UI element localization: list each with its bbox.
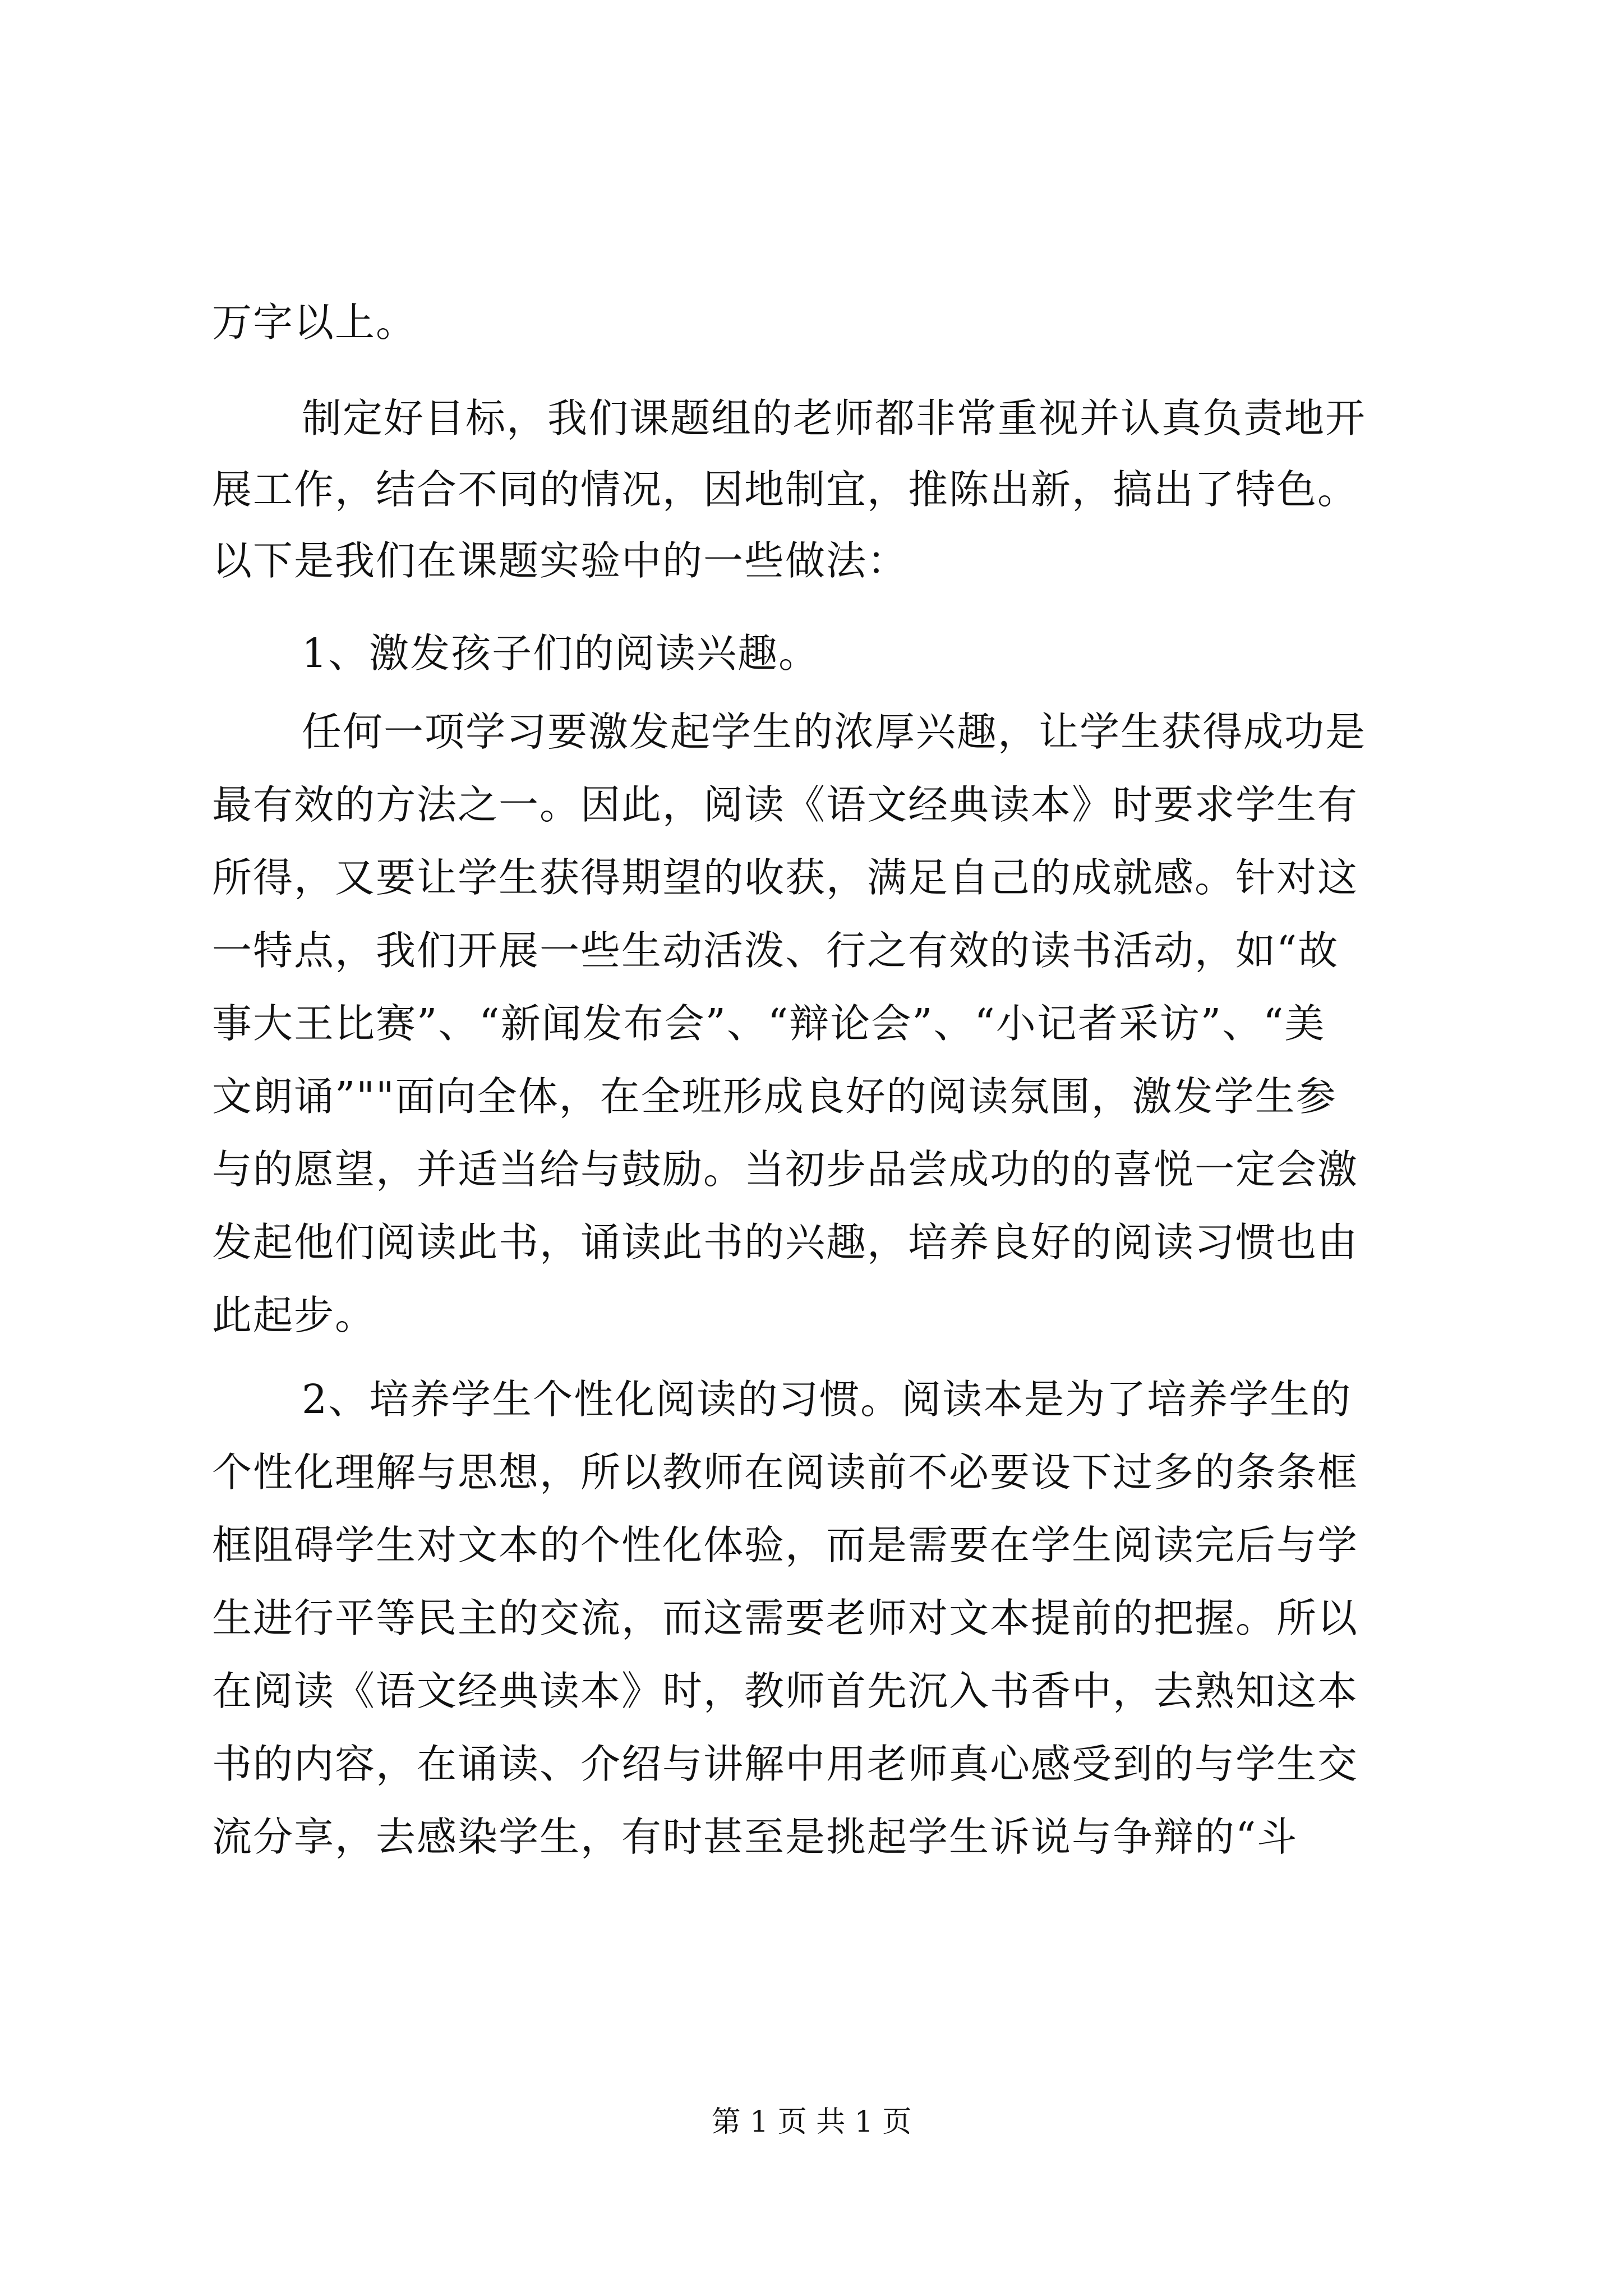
text-line: 2、培养学生个性化阅读的习惯。阅读本是为了培养学生的 xyxy=(302,1376,1352,1423)
page-number-footer: 第 1 页 共 1 页 xyxy=(711,2105,912,2139)
text-line: 最有效的方法之一。因此，阅读《语文经典读本》时要求学生有 xyxy=(212,781,1359,828)
text-line: 以下是我们在课题实验中的一些做法： xyxy=(212,537,909,584)
text-line: 制定好目标，我们课题组的老师都非常重视并认真负责地开 xyxy=(302,395,1367,441)
text-line: 书的内容，在诵读、介绍与讲解中用老师真心感受到的与学生交 xyxy=(212,1741,1359,1787)
text-line: 展工作，结合不同的情况，因地制宜，推陈出新，搞出了特色。 xyxy=(212,466,1359,513)
text-line: 发起他们阅读此书，诵读此书的兴趣，培养良好的阅读习惯也由 xyxy=(212,1219,1359,1266)
text-line: 万字以上。 xyxy=(212,299,417,346)
text-line: 任何一项学习要激发起学生的浓厚兴趣，让学生获得成功是 xyxy=(302,708,1367,755)
text-line: 所得，又要让学生获得期望的收获，满足自己的成就感。针对这 xyxy=(212,854,1359,901)
text-line: 1、激发孩子们的阅读兴趣。 xyxy=(302,630,820,677)
text-line: 个性化理解与思想，所以教师在阅读前不必要设下过多的条条框 xyxy=(212,1449,1359,1496)
text-line: 框阻碍学生对文本的个性化体验，而是需要在学生阅读完后与学 xyxy=(212,1522,1359,1568)
text-line: 流分享，去感染学生，有时甚至是挑起学生诉说与争辩的“斗 xyxy=(212,1814,1298,1860)
text-line: 生进行平等民主的交流，而这需要老师对文本提前的把握。所以 xyxy=(212,1595,1359,1641)
text-line: 此起步。 xyxy=(212,1292,376,1338)
text-line: 事大王比赛”、“新闻发布会”、“辩论会”、“小记者采访”、“美 xyxy=(212,1000,1326,1047)
text-line: 在阅读《语文经典读本》时，教师首先沉入书香中，去熟知这本 xyxy=(212,1668,1359,1714)
text-line: 一特点，我们开展一些生动活泼、行之有效的读书活动，如“故 xyxy=(212,927,1339,974)
text-line: 文朗诵”""面向全体，在全班形成良好的阅读氛围，激发学生参 xyxy=(212,1073,1337,1120)
text-line: 与的愿望，并适当给与鼓励。当初步品尝成功的的喜悦一定会激 xyxy=(212,1146,1359,1193)
